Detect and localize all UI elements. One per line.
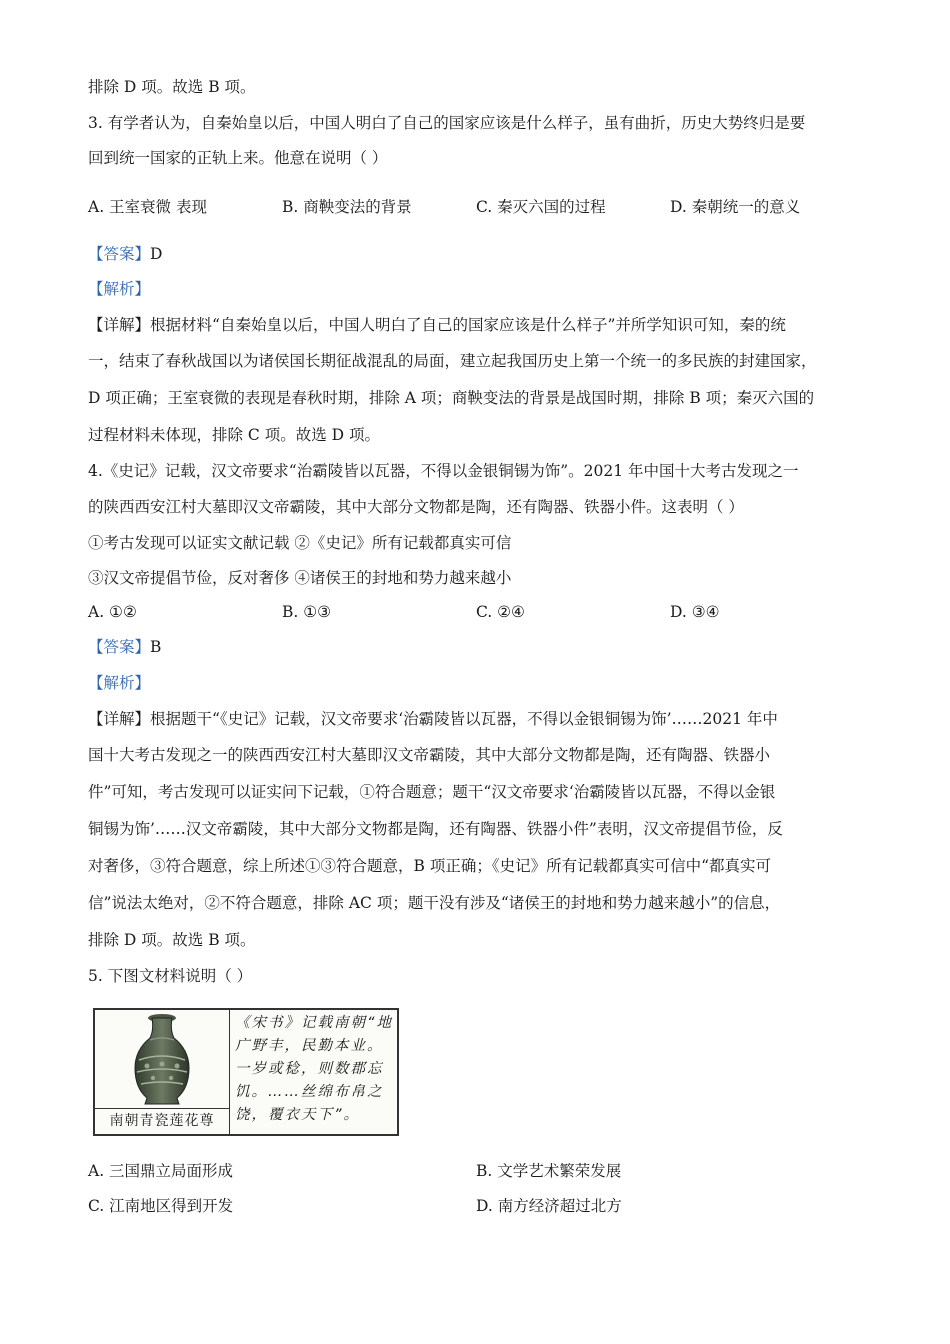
answer-value: D — [150, 245, 163, 263]
q3-option-c: C. 秦灭六国的过程 — [476, 198, 606, 216]
answer-tag: 【答案】 — [88, 638, 151, 656]
q3-option-b: B. 商鞅变法的背景 — [282, 198, 412, 216]
answer-tag: 【答案】 — [88, 245, 151, 263]
q4-detail-line-1 — [88, 708, 778, 730]
q4-stem-line-2: 的陕西西安江村大墓即汉文帝霸陵，其中大部分文物都是陶，还有陶器、铁器小件。这表明（ ） — [88, 498, 744, 516]
detail-text: 根据题干“《史记》记载，汉文帝要求‘治霸陵皆以瓦器，不得以金银铜锡为饰’……2021 年中 — [150, 710, 778, 728]
figure-caption: 南朝青瓷莲花尊 — [95, 1108, 229, 1134]
question-3-stem-line-1: 3. 有学者认为，自秦始皇以后，中国人明白了自己的国家应该是什么样子，虽有曲折，历史大势终归是要 — [88, 114, 806, 132]
q5-stem: 5. 下图文材料说明（ ） — [88, 967, 253, 985]
q4-stem-line-1: 4.《史记》记载，汉文帝要求“治霸陵皆以瓦器，不得以金银铜锡为饰”。2021 年中国十大考古发现之一 — [88, 462, 799, 480]
detail-text: 根据材料“自秦始皇以后，中国人明白了自己的国家应该是什么样子”并所学知识可知，秦的统 — [150, 316, 786, 334]
q4-detail-line-5: 对奢侈，③符合题意，综上所述①③符合题意，B 项正确；《史记》所有记载都真实可信中“都真实可 — [88, 857, 771, 875]
answer-value: B — [150, 638, 162, 656]
q4-option-a: A. ①② — [88, 603, 137, 621]
q5-figure — [93, 1008, 399, 1136]
q3-detail-line-1 — [88, 314, 786, 336]
q4-analysis-tag: 【解析】 — [88, 674, 151, 692]
q3-detail-line-3: D 项正确；王室衰微的表现是春秋时期，排除 A 项；商鞅变法的背景是战国时期，排除 B 项；秦灭六国的 — [88, 389, 815, 407]
q5-option-c: C. 江南地区得到开发 — [88, 1197, 234, 1215]
celadon-lotus-vase-image — [95, 1010, 229, 1108]
question-3-stem-line-2: 回到统一国家的正轨上来。他意在说明（ ） — [88, 149, 388, 167]
q4-statement-line-2: ③汉文帝提倡节俭，反对奢侈 ④诸侯王的封地和势力越来越小 — [88, 569, 512, 587]
q4-detail-line-4: 铜锡为饰’……汉文帝霸陵，其中大部分文物都是陶，还有陶器、铁器小件”表明，汉文帝提倡节俭，反 — [88, 820, 783, 838]
q4-option-d: D. ③④ — [670, 603, 720, 621]
detail-tag: 【详解】 — [88, 316, 151, 334]
q3-answer — [88, 243, 162, 265]
vase-image-panel — [95, 1010, 230, 1134]
q3-detail-line-2: 一，结束了春秋战国以为诸侯国长期征战混乱的局面，建立起我国历史上第一个统一的多民族的封建国家， — [88, 352, 817, 370]
q4-detail-line-2: 国十大考古发现之一的陕西西安江村大墓即汉文帝霸陵，其中大部分文物都是陶，还有陶器、铁器小 — [88, 746, 771, 764]
q4-detail-line-6: 信”说法太绝对，②不符合题意，排除 AC 项；题干没有涉及“诸侯王的封地和势力越来越小”的信息， — [88, 894, 781, 912]
q3-detail-line-4: 过程材料未体现，排除 C 项。故选 D 项。 — [88, 426, 380, 444]
q4-option-b: B. ①③ — [282, 603, 332, 621]
q5-option-d: D. 南方经济超过北方 — [476, 1197, 622, 1215]
q4-statement-line-1: ①考古发现可以证实文献记载 ②《史记》所有记载都真实可信 — [88, 534, 512, 552]
q4-answer — [88, 636, 161, 658]
q4-option-c: C. ②④ — [476, 603, 525, 621]
q3-option-d: D. 秦朝统一的意义 — [670, 198, 801, 216]
q5-option-b: B. 文学艺术繁荣发展 — [476, 1162, 622, 1180]
figure-quote-text: 《宋书》记载南朝“地广野丰，民勤本业。一岁或稔，则数郡忘饥。……丝绵布帛之饶，覆衣天下”。 — [235, 1015, 394, 1123]
detail-tag: 【详解】 — [88, 710, 151, 728]
q3-analysis-tag: 【解析】 — [88, 280, 151, 298]
text-line: 排除 D 项。故选 B 项。 — [88, 78, 256, 96]
q3-option-a: A. 王室衰微 表现 — [88, 198, 207, 216]
q4-detail-line-3: 件”可知，考古发现可以证实问下记载，①符合题意；题干“汉文帝要求‘治霸陵皆以瓦器，不得以金银 — [88, 783, 776, 801]
q4-detail-line-7: 排除 D 项。故选 B 项。 — [88, 931, 256, 949]
q5-option-a: A. 三国鼎立局面形成 — [88, 1162, 234, 1180]
